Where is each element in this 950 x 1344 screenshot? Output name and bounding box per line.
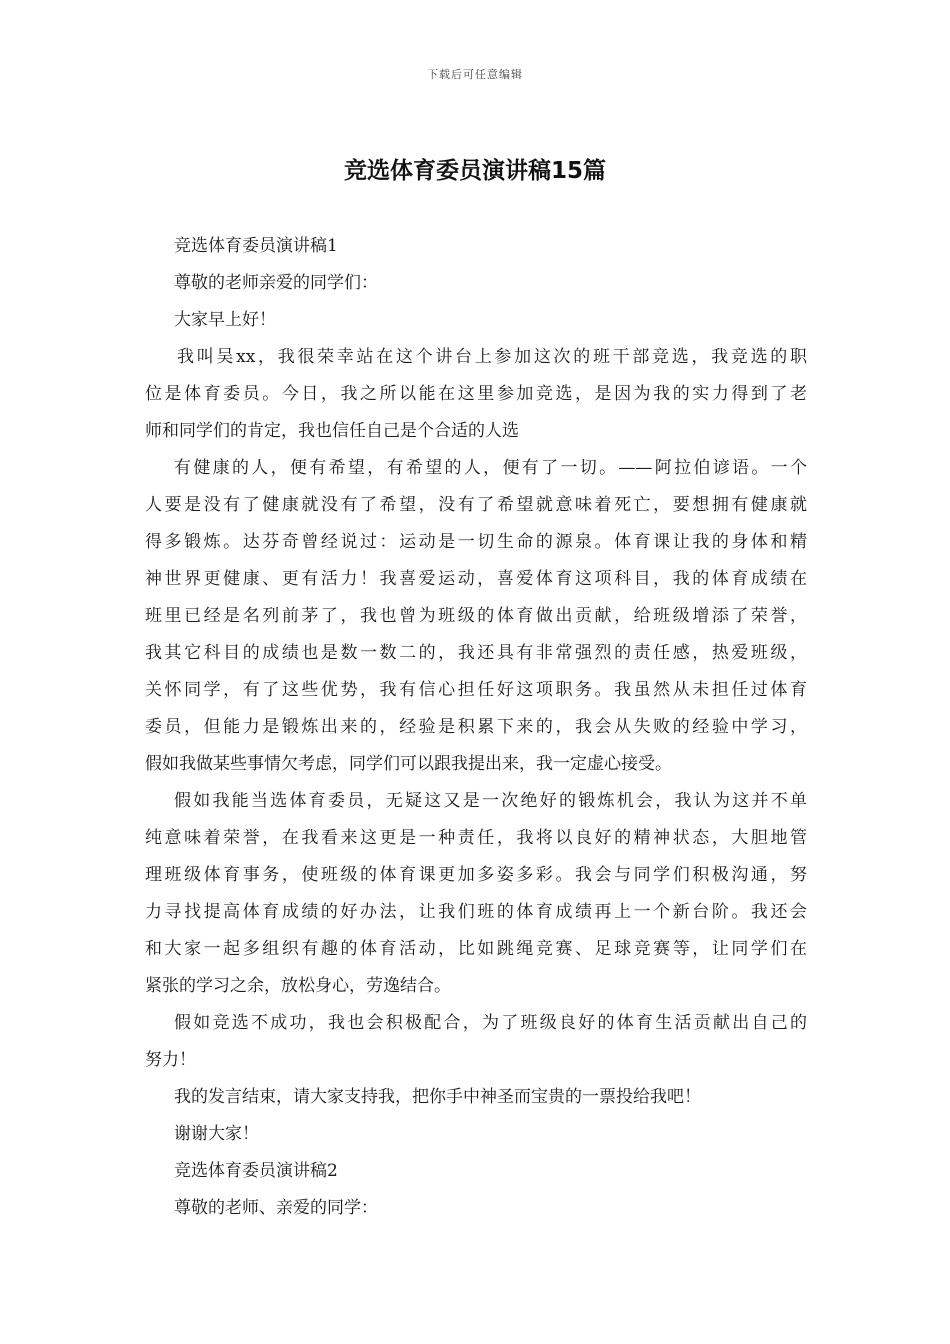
paragraph-line: 纯意味着荣誉，在我看来这更是一种责任，我将以良好的精神状态，大胆地管	[145, 828, 807, 848]
paragraph-line: 神世界更健康、更有活力！我喜爱运动，喜爱体育这项科目，我的体育成绩在	[145, 569, 807, 589]
paragraph-line: 力寻找提高体育成绩的好办法，让我们班的体育成绩再上一个新台阶。我还会	[145, 902, 807, 922]
header-note: 下载后可任意编辑	[427, 68, 523, 81]
paragraph-line: 有健康的人，便有希望，有希望的人，便有了一切。——阿拉伯谚语。一个	[174, 458, 807, 478]
salutation: 尊敬的老师亲爱的同学们：	[174, 273, 378, 293]
paragraph-line: 我叫吴xx，我很荣幸站在这个讲台上参加这次的班干部竞选，我竞选的职	[177, 347, 807, 367]
paragraph-line: 紧张的学习之余，放松身心，劳逸结合。	[145, 976, 451, 996]
paragraph-line: 假如我做某些事情欠考虑，同学们可以跟我提出来，我一定虚心接受。	[145, 754, 672, 774]
speech-heading: 竞选体育委员演讲稿2	[174, 1161, 338, 1181]
paragraph-line: 和大家一起多组织有趣的体育活动，比如跳绳竞赛、足球竞赛等，让同学们在	[145, 939, 807, 959]
speech-heading: 竞选体育委员演讲稿1	[174, 236, 338, 256]
closing-thanks: 谢谢大家！	[174, 1124, 259, 1144]
paragraph-line: 假如竞选不成功，我也会积极配合，为了班级良好的体育生活贡献出自己的	[174, 1013, 807, 1033]
paragraph-line: 努力！	[145, 1050, 196, 1070]
paragraph-line: 我其它科目的成绩也是数一数二的，我还具有非常强烈的责任感，热爱班级，	[145, 643, 807, 663]
paragraph-line: 我的发言结束，请大家支持我，把你手中神圣而宝贵的一票投给我吧！	[174, 1087, 701, 1107]
paragraph-line: 关怀同学，有了这些优势，我有信心担任好这项职务。我虽然从未担任过体育	[145, 680, 807, 700]
greeting: 大家早上好！	[174, 310, 276, 330]
paragraph-line: 委员，但能力是锻炼出来的，经验是积累下来的，我会从失败的经验中学习，	[145, 717, 807, 737]
paragraph-line: 假如我能当选体育委员，无疑这又是一次绝好的锻炼机会，我认为这并不单	[174, 791, 807, 811]
paragraph-line: 班里已经是名列前茅了，我也曾为班级的体育做出贡献，给班级增添了荣誉，	[145, 606, 807, 626]
document-body	[145, 228, 807, 1227]
paragraph-line: 师和同学们的肯定，我也信任自己是个合适的人选	[145, 421, 519, 441]
paragraph-line: 位是体育委员。今日，我之所以能在这里参加竞选，是因为我的实力得到了老	[145, 384, 807, 404]
paragraph-line: 理班级体育事务，使班级的体育课更加多姿多彩。我会与同学们积极沟通，努	[145, 865, 807, 885]
salutation: 尊敬的老师、亲爱的同学：	[174, 1198, 378, 1218]
document-title: 竞选体育委员演讲稿15篇	[343, 158, 606, 184]
paragraph-line: 得多锻炼。达芬奇曾经说过：运动是一切生命的源泉。体育课让我的身体和精	[145, 532, 807, 552]
paragraph-line: 人要是没有了健康就没有了希望，没有了希望就意味着死亡，要想拥有健康就	[145, 495, 807, 515]
